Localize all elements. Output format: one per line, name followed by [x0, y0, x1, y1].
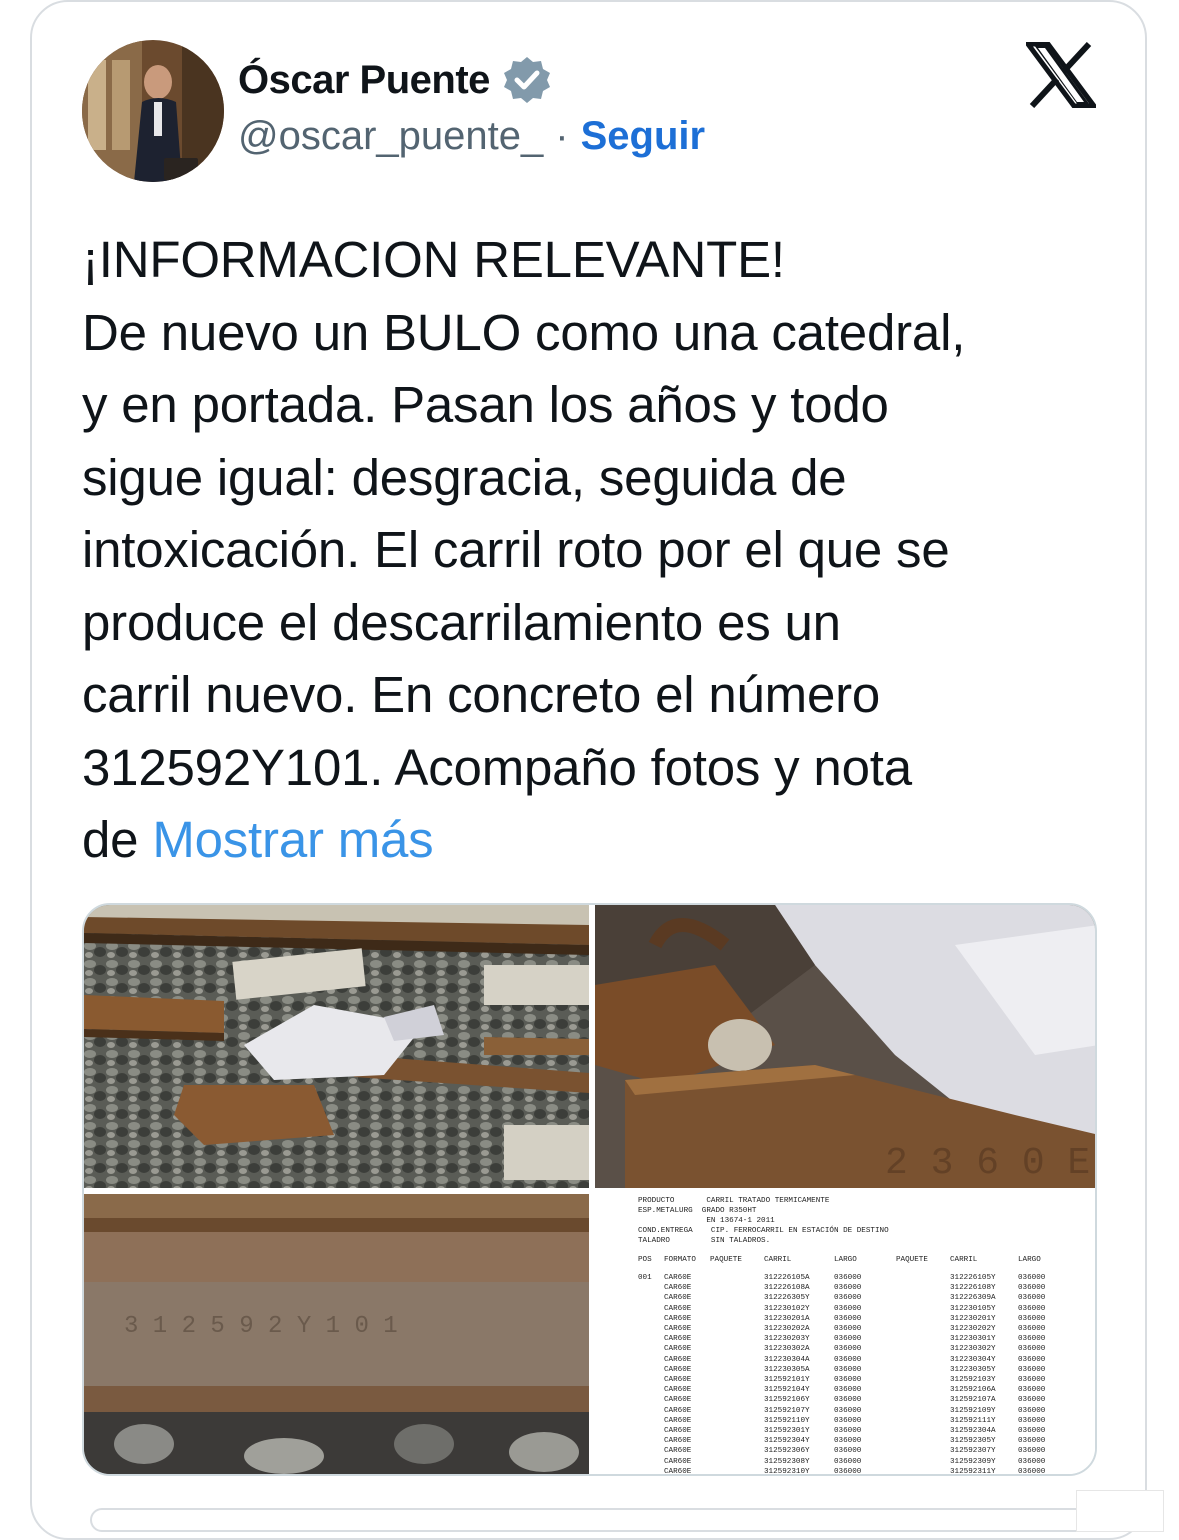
header-line: PRODUCTO CARRIL TRATADO TERMICAMENTE [638, 1197, 830, 1205]
table-cell: 312592306Y [764, 1447, 810, 1456]
table-cell: CAR60E [664, 1416, 692, 1425]
table-cell: 312230102Y [764, 1304, 810, 1313]
post-line: ¡INFORMACION RELEVANTE! [82, 231, 785, 288]
table-cell: 036000 [834, 1274, 862, 1282]
table-cell: 312592110Y [764, 1416, 810, 1425]
table-cell: 036000 [1018, 1365, 1046, 1374]
table-cell: 312230201Y [950, 1314, 996, 1323]
table-row [638, 1366, 1097, 1376]
table-row [638, 1305, 1097, 1315]
table-cell: 312592305Y [950, 1437, 996, 1446]
separator-dot: · [555, 114, 569, 158]
column-header: CARRIL [764, 1256, 792, 1264]
photo-rail-closeup[interactable] [595, 905, 1097, 1188]
table-cell: 312592307Y [950, 1447, 996, 1456]
table-cell: CAR60E [664, 1467, 692, 1476]
table-cell: 312592311Y [950, 1467, 996, 1476]
post-line: 312592Y101. Acompaño fotos y nota [82, 738, 912, 796]
column-header: LARGO [834, 1256, 857, 1264]
table-row [638, 1284, 1097, 1294]
x-logo-icon[interactable] [1026, 42, 1096, 108]
table-cell: 036000 [834, 1457, 862, 1466]
table-cell: 036000 [1018, 1304, 1046, 1313]
table-cell: 312226108A [764, 1284, 810, 1293]
column-header: PAQUETE [896, 1256, 928, 1264]
table-cell: 312592310Y [764, 1467, 810, 1476]
table-cell: CAR60E [664, 1365, 692, 1374]
post-line: sigue igual: desgracia, seguida de [82, 448, 847, 506]
table-row [638, 1294, 1097, 1304]
author-name[interactable]: Óscar Puente [238, 57, 490, 102]
table-cell: CAR60E [664, 1386, 692, 1395]
table-cell: 036000 [834, 1376, 862, 1384]
table-cell: 312592106A [950, 1386, 996, 1395]
table-cell: 312230202A [764, 1325, 810, 1333]
table-cell: 036000 [834, 1345, 862, 1354]
next-card-corner [1076, 1490, 1164, 1532]
table-cell: 036000 [834, 1416, 862, 1425]
table-cell: CAR60E [664, 1457, 692, 1466]
table-cell: 036000 [1018, 1355, 1046, 1364]
table-cell: 036000 [834, 1427, 862, 1435]
post-line: De nuevo un BULO como una catedral, [82, 303, 966, 361]
table-cell: 312592301Y [764, 1427, 810, 1435]
table-row [638, 1345, 1097, 1355]
table-cell: 312230203Y [764, 1335, 810, 1344]
table-cell: 312230305A [764, 1365, 810, 1374]
table-cell: 312592104Y [764, 1386, 810, 1395]
table-row [638, 1447, 1097, 1457]
table-cell: 312226108Y [950, 1284, 996, 1293]
table-header-row [638, 1256, 1097, 1266]
table-cell: 312230302A [764, 1345, 810, 1354]
table-cell: 036000 [1018, 1274, 1046, 1282]
table-cell: 036000 [1018, 1376, 1046, 1384]
header-line: EN 13674-1 2011 [638, 1217, 775, 1225]
table-cell: 036000 [834, 1406, 862, 1415]
avatar[interactable] [82, 40, 224, 182]
photo-delivery-note[interactable] [595, 1194, 1097, 1476]
table-cell: 036000 [1018, 1416, 1046, 1425]
table-cell: 036000 [1018, 1345, 1046, 1354]
table-cell: 036000 [834, 1335, 862, 1344]
column-header: POS [638, 1256, 652, 1264]
column-header: LARGO [1018, 1256, 1041, 1264]
table-cell: 036000 [834, 1467, 862, 1476]
author-handle-row [238, 114, 705, 159]
table-row [638, 1356, 1097, 1366]
photo-rail-number[interactable] [84, 1194, 589, 1476]
post-text [82, 224, 1122, 877]
table-row [638, 1468, 1097, 1476]
table-cell: 312592106Y [764, 1396, 810, 1405]
delivery-note-document [595, 1194, 1097, 1476]
media-grid [82, 903, 1097, 1476]
post-line-prefix: de [82, 811, 139, 868]
table-cell: 312230301Y [950, 1335, 996, 1344]
table-cell: 001 [638, 1274, 652, 1282]
table-cell: 312592101Y [764, 1376, 810, 1384]
author-name-row [238, 52, 552, 108]
post-line: y en portada. Pasan los años y todo [82, 376, 889, 433]
header-line: ESP.METALURG GRADO R350HT [638, 1207, 757, 1215]
table-cell: CAR60E [664, 1304, 692, 1313]
table-cell: 312230105Y [950, 1304, 996, 1313]
post-line-last [82, 804, 1122, 877]
table-cell: CAR60E [664, 1284, 692, 1293]
table-cell: CAR60E [664, 1325, 692, 1333]
photo-broken-rail-track[interactable] [84, 905, 589, 1188]
table-cell: CAR60E [664, 1294, 692, 1303]
table-cell: 036000 [834, 1355, 862, 1364]
table-cell: 312226105A [764, 1274, 810, 1282]
table-cell: 036000 [1018, 1447, 1046, 1456]
next-card-edge [90, 1508, 1144, 1532]
show-more-link[interactable]: Mostrar más [152, 811, 434, 868]
table-cell: 036000 [1018, 1284, 1046, 1293]
rail-number-text: 3 1 2 5 9 2 Y 1 0 1 [124, 1313, 398, 1340]
table-row [638, 1335, 1097, 1345]
table-cell: 312230305Y [950, 1365, 996, 1374]
header-line: COND.ENTREGA CIP. FERROCARRIL EN ESTACIÓN DE DESTINO [638, 1227, 889, 1235]
column-header: CARRIL [950, 1256, 978, 1264]
table-row [638, 1458, 1097, 1468]
table-cell: 036000 [1018, 1406, 1046, 1415]
table-cell: 036000 [834, 1294, 862, 1303]
table-row [638, 1427, 1097, 1437]
table-cell: CAR60E [664, 1314, 692, 1323]
table-cell: 036000 [1018, 1335, 1046, 1344]
table-cell: 312592309Y [950, 1457, 996, 1466]
header-line: TALADRO SIN TALADROS. [638, 1237, 771, 1245]
post-line: carril nuevo. En concreto el número [82, 666, 881, 723]
table-cell: CAR60E [664, 1447, 692, 1456]
table-cell: 312592308Y [764, 1457, 810, 1466]
table-cell: 036000 [1018, 1467, 1046, 1476]
table-cell: 036000 [1018, 1314, 1046, 1323]
document-header [638, 1196, 889, 1246]
rail-marking-text: 2 3 6 0 E [885, 1142, 1091, 1185]
table-row [638, 1315, 1097, 1325]
table-cell: 312230304Y [950, 1355, 996, 1364]
table-row [638, 1386, 1097, 1396]
table-cell: 312592304Y [764, 1437, 810, 1446]
table-cell: CAR60E [664, 1406, 692, 1415]
table-cell: 036000 [834, 1365, 862, 1374]
table-cell: 312230302Y [950, 1345, 996, 1354]
follow-button[interactable]: Seguir [580, 114, 706, 158]
table-cell: CAR60E [664, 1376, 692, 1384]
table-cell: 036000 [834, 1396, 862, 1405]
table-cell: 036000 [1018, 1386, 1046, 1395]
photo-image [595, 905, 1097, 1188]
author-handle[interactable]: @oscar_puente_ [238, 114, 544, 158]
avatar-photo [82, 40, 224, 182]
table-row [638, 1437, 1097, 1447]
table-cell: CAR60E [664, 1396, 692, 1405]
table-row [638, 1417, 1097, 1427]
table-row [638, 1396, 1097, 1406]
table-cell: 036000 [1018, 1427, 1046, 1435]
table-cell: 312592109Y [950, 1406, 996, 1415]
table-cell: 036000 [834, 1325, 862, 1333]
table-cell: 036000 [834, 1304, 862, 1313]
table-cell: 036000 [1018, 1437, 1046, 1446]
table-cell: 036000 [1018, 1294, 1046, 1303]
table-cell: 312226105Y [950, 1274, 996, 1282]
photo-image [84, 1194, 589, 1476]
post-line: intoxicación. El carril roto por el que se [82, 521, 950, 578]
table-cell: 312230304A [764, 1355, 810, 1364]
column-header: FORMATO [664, 1256, 696, 1264]
table-row [638, 1325, 1097, 1335]
table-cell: CAR60E [664, 1274, 692, 1282]
post-line: produce el descarrilamiento es un [82, 593, 841, 651]
table-row [638, 1376, 1097, 1386]
table-cell: 036000 [834, 1284, 862, 1293]
table-cell: 312592103Y [950, 1376, 996, 1384]
table-cell: 312226305Y [764, 1294, 810, 1303]
table-cell: CAR60E [664, 1355, 692, 1364]
side-legal-text [603, 1200, 621, 1476]
table-cell: CAR60E [664, 1437, 692, 1446]
table-cell: 036000 [1018, 1396, 1046, 1405]
table-cell: 036000 [834, 1314, 862, 1323]
table-cell: 312230202Y [950, 1325, 996, 1333]
table-cell: 312592107A [950, 1396, 996, 1405]
table-cell: 312230201A [764, 1314, 810, 1323]
table-cell: 312226309A [950, 1294, 996, 1303]
table-cell: 036000 [834, 1447, 862, 1456]
photo-image [84, 905, 589, 1188]
table-cell: 312592111Y [950, 1416, 996, 1425]
verified-badge-icon [502, 55, 552, 105]
table-row [638, 1274, 1097, 1284]
table-cell: 036000 [834, 1437, 862, 1446]
table-cell: CAR60E [664, 1345, 692, 1354]
table-cell: 036000 [1018, 1457, 1046, 1466]
table-cell: CAR60E [664, 1335, 692, 1344]
table-cell: CAR60E [664, 1427, 692, 1435]
column-header: PAQUETE [710, 1256, 742, 1264]
table-row [638, 1407, 1097, 1417]
table-cell: 312592107Y [764, 1406, 810, 1415]
table-cell: 036000 [1018, 1325, 1046, 1333]
table-cell: 312592304A [950, 1427, 996, 1435]
table-cell: 036000 [834, 1386, 862, 1395]
